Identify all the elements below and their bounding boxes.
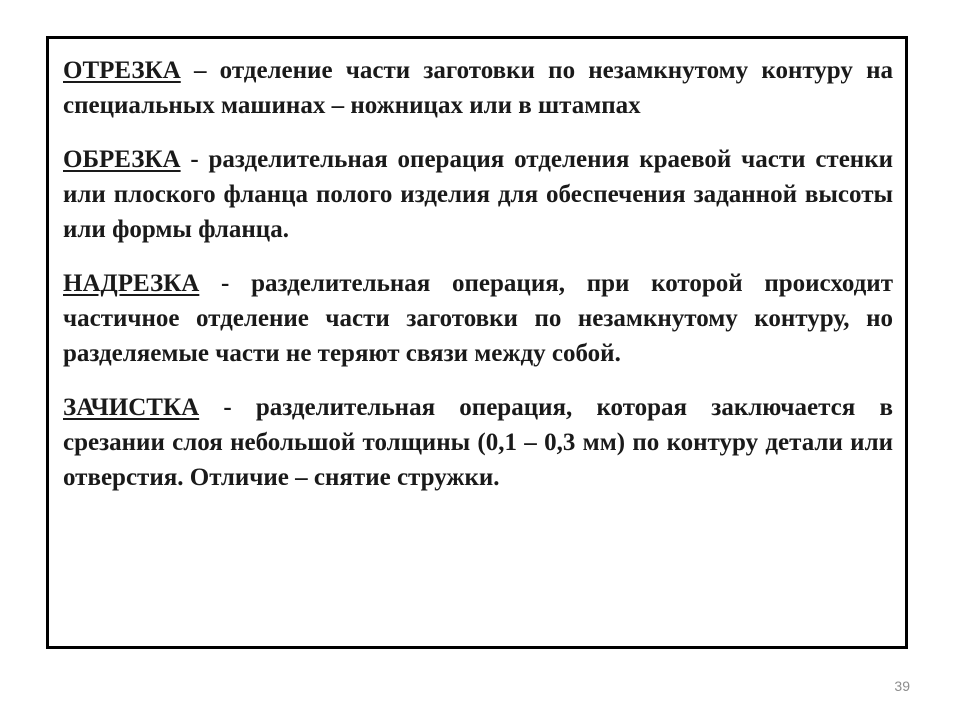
definition-zachistka [63,390,893,495]
definition-obrezka-text: - разделительная операция отделения краевой части стенки или плоского фланца полого изделия для обеспечения заданной высоты или формы фланца. [63,146,893,243]
term-zachistka: ЗАЧИСТКА [63,394,200,421]
term-otrezka: ОТРЕЗКА [63,57,181,84]
definition-obrezka [63,142,893,247]
definition-otrezka [63,53,893,123]
term-obrezka: ОБРЕЗКА [63,146,181,173]
definitions-box [46,36,908,649]
definition-nadrezka [63,266,893,371]
term-nadrezka: НАДРЕЗКА [63,270,200,297]
definition-zachistka-text: - разделительная операция, которая заключается в срезании слоя небольшой толщины (0,1 – 0,3 мм) по контуру детали или отверстия. Отличие – снятие стружки. [63,394,893,491]
definition-otrezka-text: – отделение части заготовки по незамкнутому контуру на специальных машинах – ножницах или в штампах [63,57,893,119]
page-number: 39 [894,678,910,694]
definition-nadrezka-text: - разделительная операция, при которой происходит частичное отделение части заготовки по незамкнутому контуру, но разделяемые части не теряют связи между собой. [63,270,893,367]
